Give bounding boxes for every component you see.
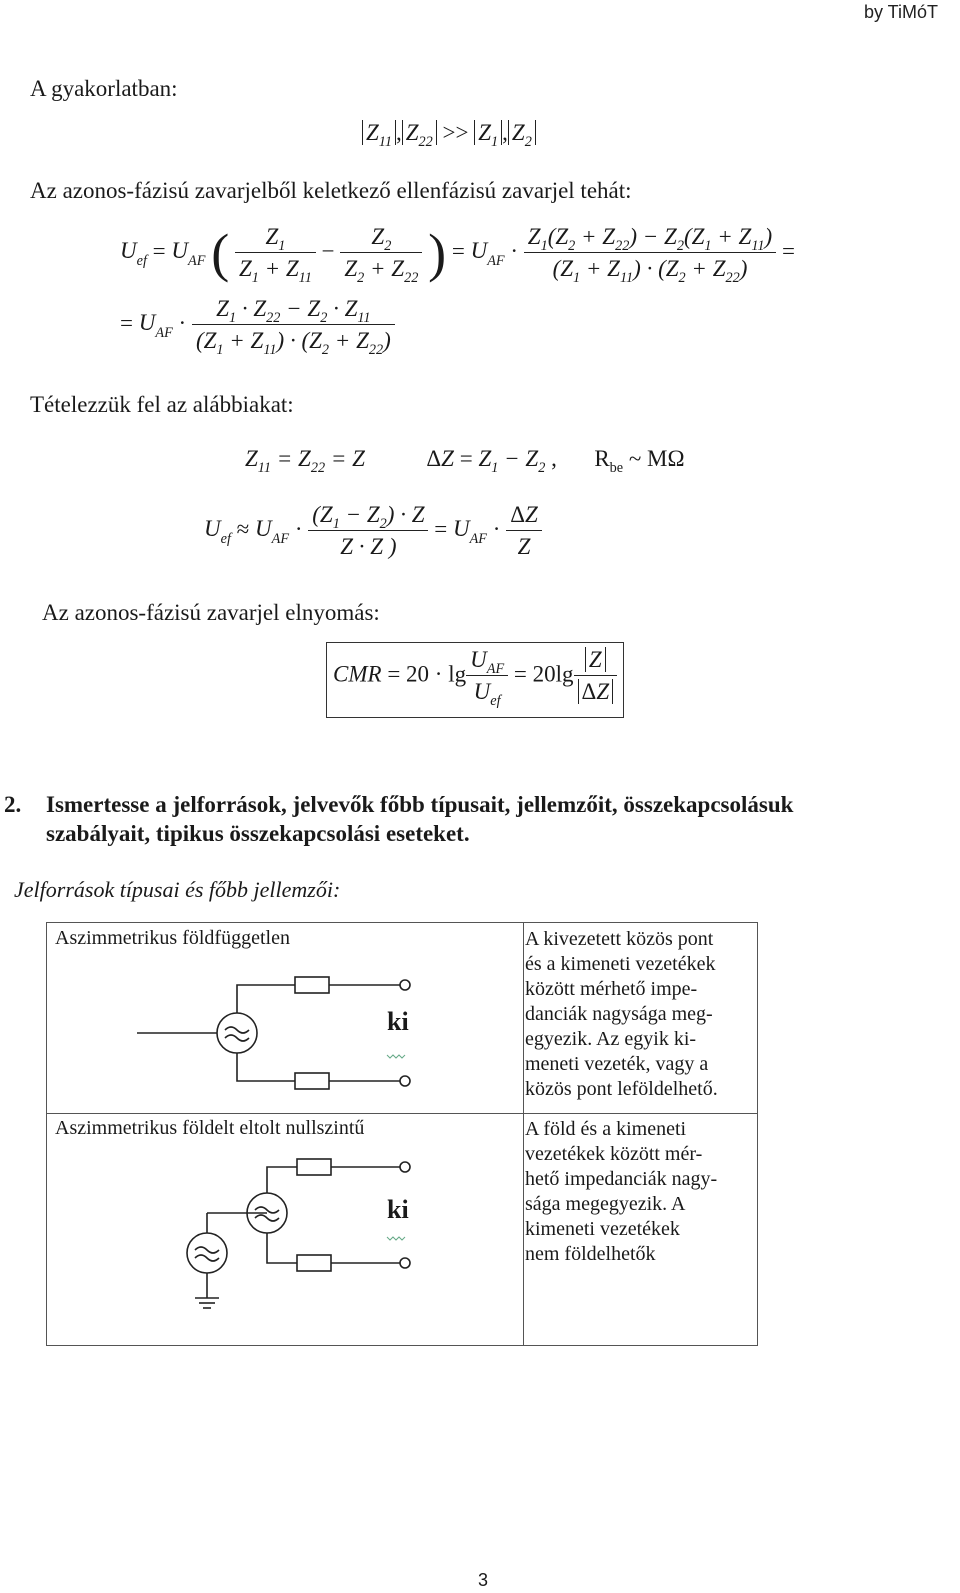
practice-label: A gyakorlatban: (30, 76, 178, 101)
row1-description (525, 927, 747, 1102)
common-mode-intro: Az azonos-fázisú zavarjelből keletkező ellenfázisú zavarjel tehát: (30, 178, 632, 203)
cmr-twenty-lg-2: 20lg (532, 661, 574, 687)
row2-title: Aszimmetrikus földelt eltolt nullszintű (55, 1117, 365, 1139)
much-greater-operator: >> (442, 120, 469, 145)
row1-title: Aszimmetrikus földfüggetlen (55, 927, 290, 949)
assumption-equations: $Z_{11} = Z_{22} = Z$ $\Delta Z = Z_1 - Z_2$ , $R_{be}$ ~ MΩ (245, 446, 685, 477)
row1-desc-line: A kivezetett közös pont (525, 928, 714, 950)
equation-uef-approx: $U_{ef} \approx U_{AF}$ · $\frac{(Z_1 - Z_2) \cdot Z}{Z \cdot Z )}$ = $U_{AF}$ · $\frac{\Delta Z}{Z}$ (204, 502, 542, 560)
cmr-label: CMR (333, 661, 382, 687)
cmr-formula-box: CMR = 20 · lg $\frac{U_{AF}}{U_{ef}}$ = 20lg $\frac{Z}{\Delta Z}$ (326, 642, 624, 718)
cmr-intro: Az azonos-fázisú zavarjel elnyomás: (42, 600, 380, 625)
row2-description (525, 1117, 747, 1267)
question-number: 2. (4, 792, 22, 817)
row2-desc-line: kimeneti vezetékek (525, 1218, 680, 1240)
row1-desc-line: között mérhető impe- (525, 978, 698, 1000)
row1-desc-line: közös pont leföldelhető. (525, 1078, 718, 1100)
question-line-2: szabályait, tipikus összekapcsolási eseteket. (46, 821, 470, 846)
row2-desc-line: sága megegyezik. A (525, 1193, 686, 1215)
page-number: 3 (478, 1570, 489, 1590)
row1-desc-line: és a kimeneti vezetékek (525, 953, 716, 975)
signal-source-table (46, 922, 758, 1346)
row2-output-label: ki (387, 1195, 409, 1224)
equation-uef-1: $U_{ef} = U_{AF}$ ( $\frac{Z_1}{Z_1 + Z_{11}}$ − $\frac{Z_2}{Z_2 + Z_{22}}$ ) = $U_{AF}$ · $\frac{Z_1(Z_2 + Z_{22}) - Z_2(Z_1 + Z_{11})}{(Z_1 + Z_{11}) \cdot (Z_2 + Z_{22})}$ = (120, 223, 795, 287)
rbe-value: ~ MΩ (628, 446, 685, 471)
row1-desc-line: meneti vezeték, vagy a (525, 1053, 709, 1075)
rbe-label: R (594, 446, 610, 471)
row1-desc-line: egyezik. Az egyik ki- (525, 1028, 697, 1050)
page-header-author: by TiMóT (863, 2, 938, 22)
table-column-divider (523, 923, 524, 1345)
impedance-inequality: $Z_{11}$ , $Z_{22} >> Z_1$ , $Z_2$ (362, 120, 536, 146)
row2-desc-line: A föld és a kimeneti (525, 1118, 687, 1140)
sources-heading: Jelforrások típusai és főbb jellemzői: (14, 877, 341, 902)
row1-output-label: ki (387, 1007, 409, 1036)
rbe-sub: be (609, 460, 624, 477)
table-row-divider (47, 1113, 757, 1114)
equation-uef-2: = $U_{AF}$ · $\frac{Z_1 \cdot Z_{22} - Z_2 \cdot Z_{11}}{(Z_1 + Z_{11}) \cdot (Z_2 + Z_{22})}$ (120, 296, 395, 354)
grounded-offset-source-schematic (107, 1153, 437, 1323)
row2-desc-line: nem földelhetők (525, 1243, 656, 1265)
row2-desc-line: hető impedanciák nagy- (525, 1168, 718, 1190)
cmr-twenty-lg: 20 · lg (406, 661, 467, 687)
row1-desc-line: danciák nagysága meg- (525, 1003, 713, 1025)
assume-label: Tételezzük fel az alábbiakat: (30, 392, 294, 417)
row2-desc-line: vezetékek között mér- (525, 1143, 703, 1165)
question-line-1: Ismertesse a jelforrások, jelvevők főbb típusait, jellemzőit, összekapcsolásuk (46, 792, 794, 817)
